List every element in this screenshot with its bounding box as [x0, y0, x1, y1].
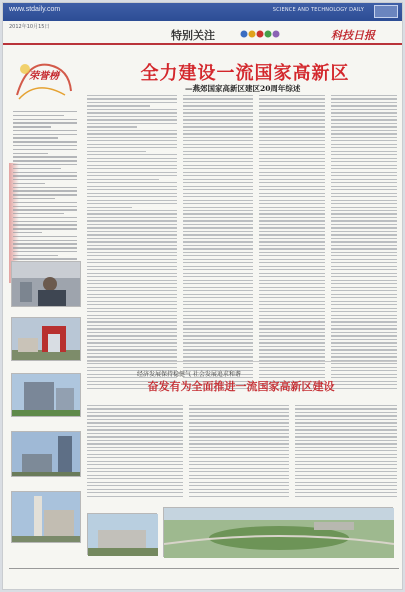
- second-article-body: [87, 405, 397, 505]
- paper-logo: 科技日报: [331, 29, 375, 42]
- paper-name-en: SCIENCE AND TECHNOLOGY DAILY: [272, 7, 364, 13]
- page-badge: [374, 5, 398, 18]
- photo-aerial: [163, 507, 393, 557]
- newspaper-page: [2, 2, 403, 590]
- footer-rule: [9, 568, 399, 569]
- dateline: 2012年10月15日: [9, 24, 50, 30]
- photo-tower: [11, 431, 81, 477]
- photo-facility: [87, 513, 157, 555]
- photo-gate: [11, 317, 81, 361]
- column-4: [331, 95, 397, 357]
- photo-building: [11, 373, 81, 417]
- second-kicker: 经济发展保持稳健气 社会发展追求和谐: [137, 371, 241, 378]
- main-headline: 全力建设一流国家高新区: [140, 63, 350, 84]
- site-url[interactable]: www.stdaily.com: [9, 6, 61, 13]
- column-3: [259, 95, 325, 357]
- column-1: [87, 95, 177, 357]
- column-2: [183, 95, 253, 357]
- masthead-rule: [3, 43, 403, 45]
- masthead-bar: [3, 3, 403, 21]
- section-title: 特别关注: [171, 29, 215, 42]
- section-divider: [87, 361, 397, 362]
- article-body: [87, 95, 397, 357]
- second-headline: 奋发有为全面推进一流国家高新区建设: [147, 380, 335, 393]
- photo-monument: [11, 491, 81, 543]
- sidebar-title: 荣誉榜: [29, 71, 59, 82]
- photo-lab: [11, 261, 81, 307]
- section-decoration-icon: [239, 28, 281, 40]
- honor-ornament-icon: [11, 55, 77, 111]
- sub-headline: —燕郊国家高新区建区20周年综述: [185, 84, 301, 93]
